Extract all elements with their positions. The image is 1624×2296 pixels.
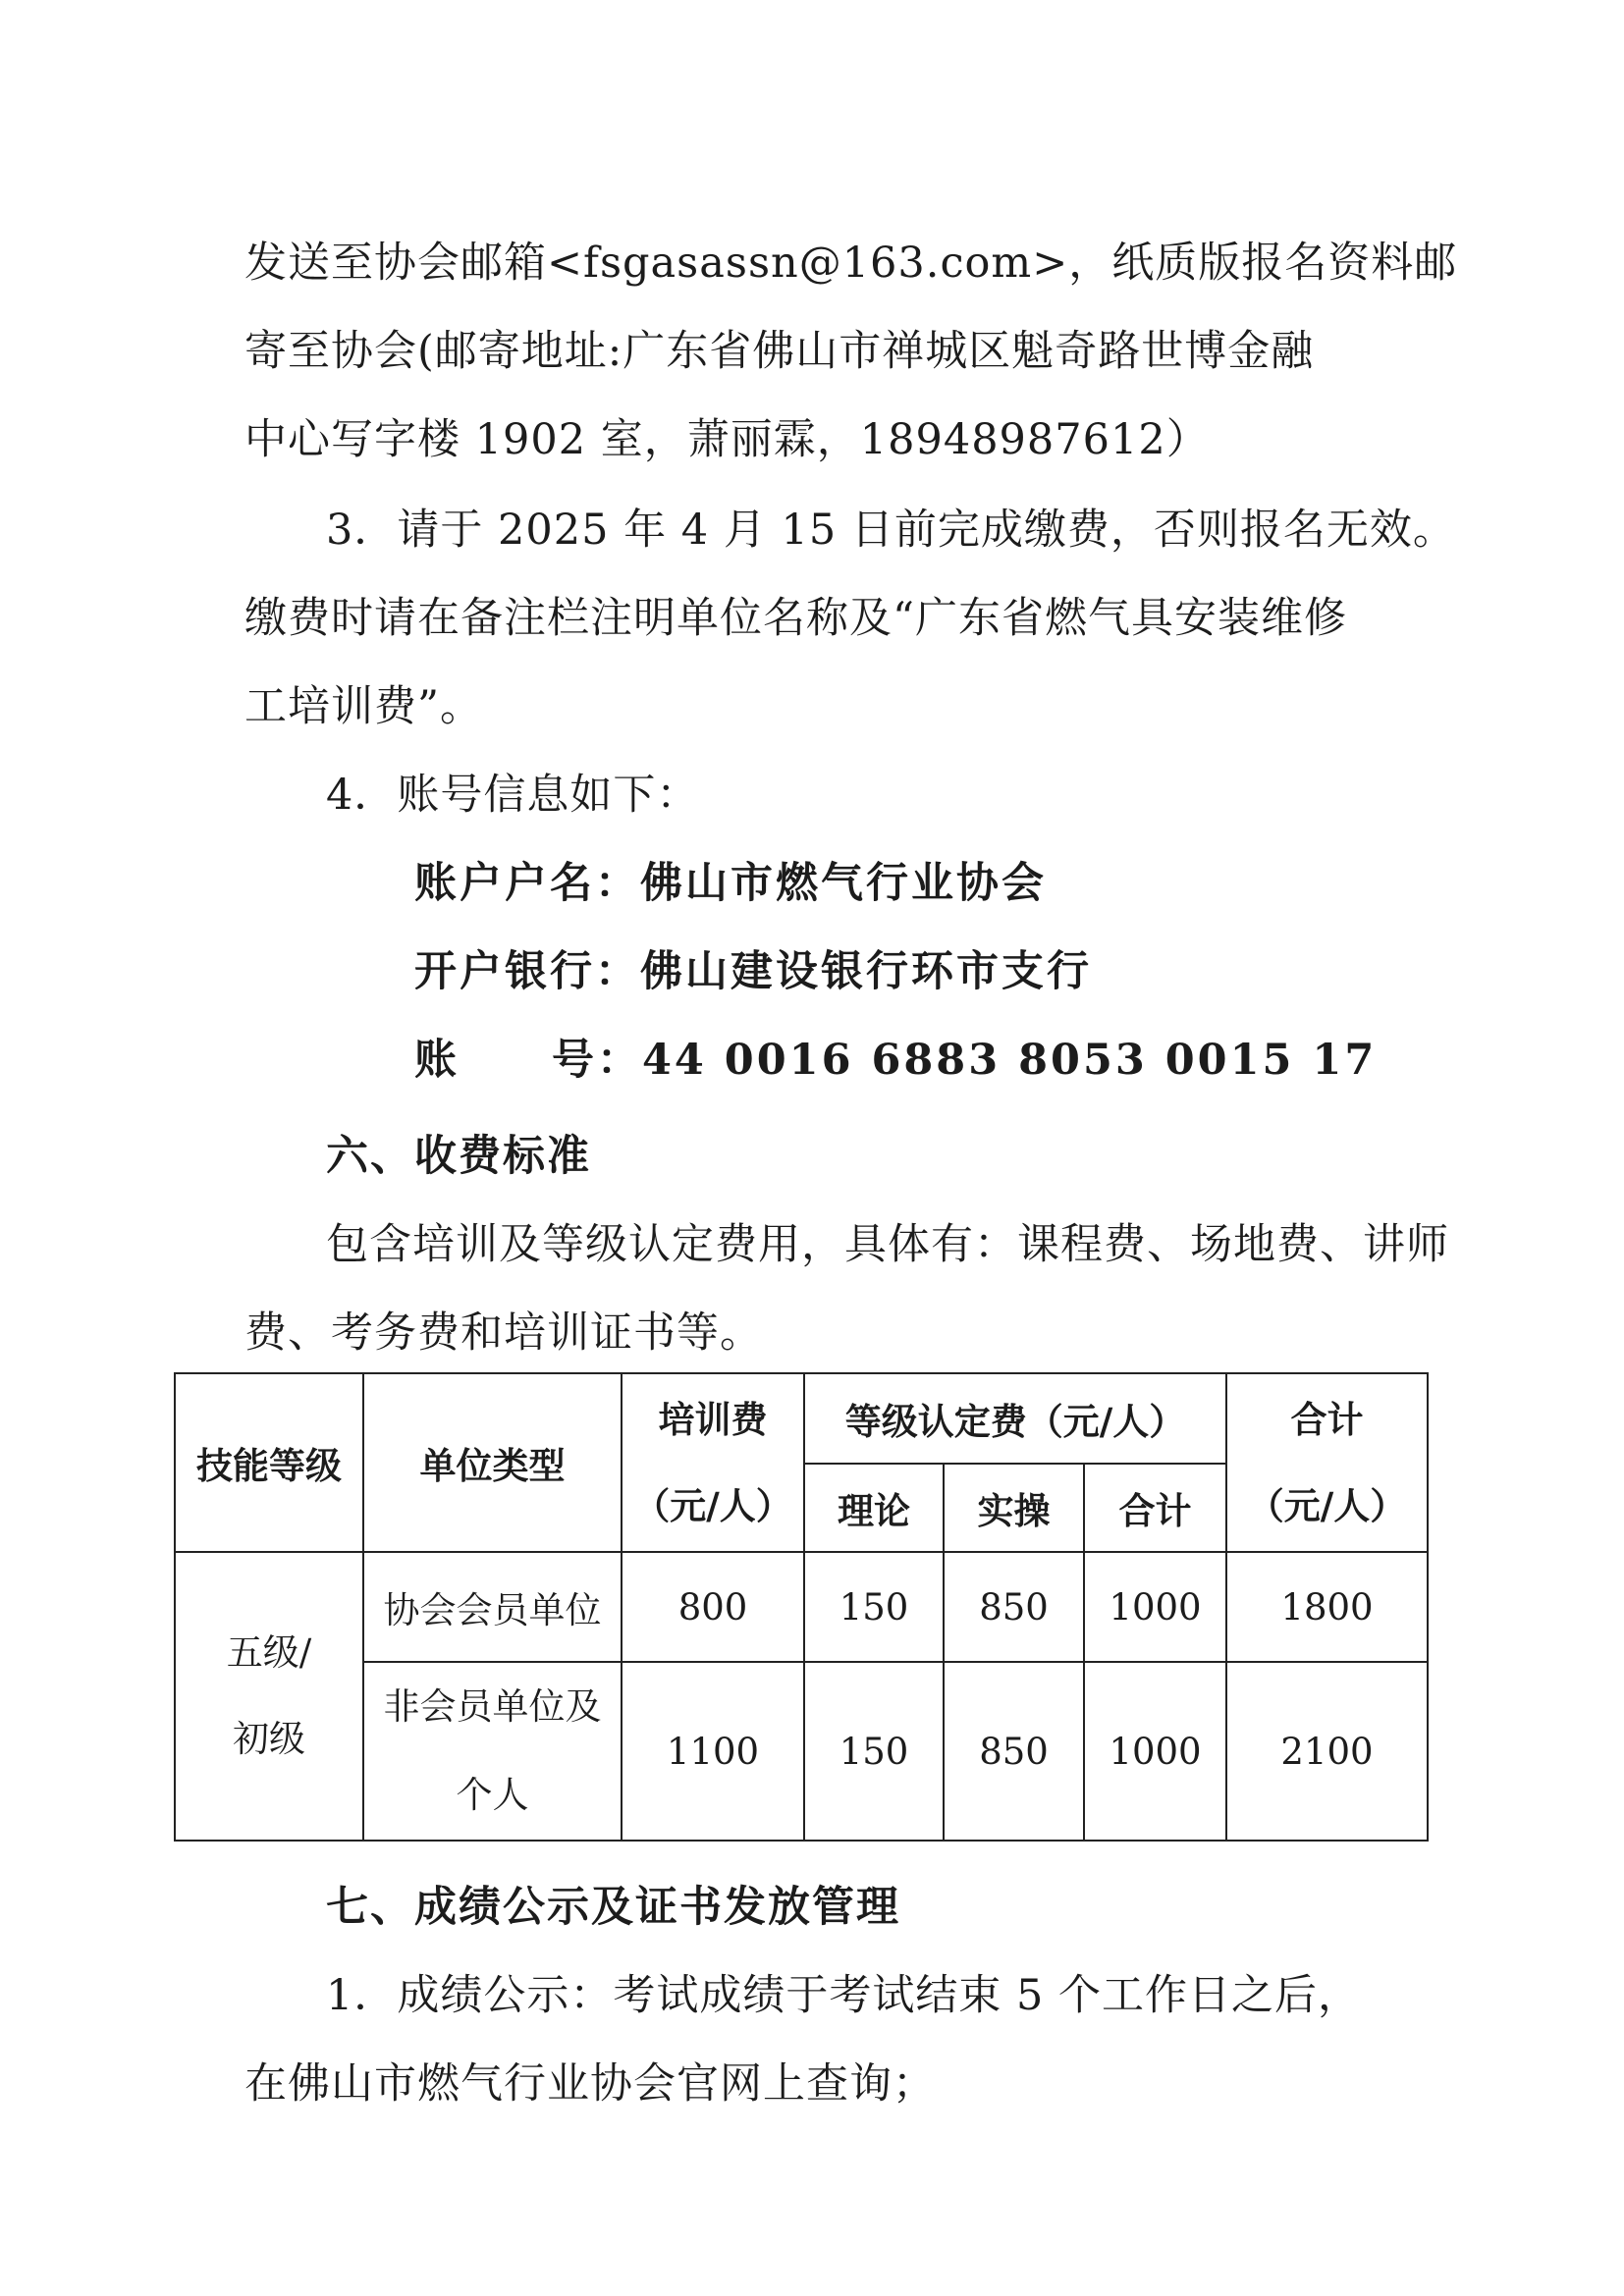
skill-level-line: 五级/ [226, 1631, 312, 1674]
section-7-title: 七、成绩公示及证书发放管理 [326, 1883, 900, 1932]
paragraph-line: 中心写字楼 1902 室，萧丽霖，18948987612） [244, 415, 1210, 464]
paragraph-line: 包含培训及等级认定费用，具体有：课程费、场地费、讲师 [326, 1220, 1449, 1269]
header-theory: 理论 [804, 1464, 944, 1552]
theory-cell: 150 [804, 1662, 944, 1841]
paragraph-line: 在佛山市燃气行业协会官网上查询； [244, 2059, 936, 2109]
account-separator: ： [597, 1036, 642, 1085]
header-skill-level: 技能等级 [175, 1373, 363, 1552]
account-bank-value: 佛山建设银行环市支行 [640, 947, 1092, 996]
unit-type-line: 个人 [456, 1774, 529, 1816]
header-training-fee-label: 培训费 [658, 1398, 768, 1441]
training-fee-cell: 800 [622, 1552, 804, 1662]
unit-type-cell [363, 1662, 622, 1841]
practice-cell: 850 [944, 1662, 1084, 1841]
account-name-label: 账户户名 [414, 859, 595, 908]
fee-table [174, 1372, 1429, 1842]
header-training-fee-unit: （元/人） [633, 1484, 792, 1527]
header-total [1226, 1373, 1428, 1552]
paragraph-line: 寄至协会(邮寄地址:广东省佛山市禅城区魁奇路世博金融 [244, 327, 1315, 376]
subtotal-cell: 1000 [1084, 1662, 1226, 1841]
paragraph-line: 费、考务费和培训证书等。 [244, 1308, 763, 1358]
theory-cell: 150 [804, 1552, 944, 1662]
account-name-value: 佛山市燃气行业协会 [640, 859, 1047, 908]
account-name-row [414, 856, 1047, 911]
table-row [175, 1552, 1428, 1662]
practice-cell: 850 [944, 1552, 1084, 1662]
header-practice: 实操 [944, 1464, 1084, 1552]
account-number-label-second: 号 [552, 1036, 597, 1085]
section-6-title: 六、收费标准 [326, 1132, 591, 1181]
training-fee-cell: 1100 [622, 1662, 804, 1841]
header-unit-type: 单位类型 [363, 1373, 622, 1552]
account-bank-row [414, 944, 1092, 999]
subtotal-cell: 1000 [1084, 1552, 1226, 1662]
unit-type-cell: 协会会员单位 [363, 1552, 622, 1662]
account-number-row [414, 1033, 1377, 1088]
paragraph-line: 缴费时请在备注栏注明单位名称及“广东省燃气具安装维修 [244, 594, 1347, 643]
table-row [175, 1662, 1428, 1841]
account-number-value: 44 0016 6883 8053 0015 17 [642, 1036, 1378, 1085]
account-number-label-first: 账 [414, 1036, 460, 1085]
header-cert-fee: 等级认定费（元/人） [804, 1373, 1226, 1464]
total-cell: 1800 [1226, 1552, 1428, 1662]
total-cell: 2100 [1226, 1662, 1428, 1841]
header-subtotal: 合计 [1084, 1464, 1226, 1552]
account-separator: ： [595, 859, 640, 908]
paragraph-line: 工培训费”。 [244, 682, 483, 731]
paragraph-line: 4．账号信息如下： [326, 771, 700, 820]
paragraph-line: 3．请于 2025 年 4 月 15 日前完成缴费，否则报名无效。 [326, 506, 1456, 555]
header-training-fee [622, 1373, 804, 1552]
skill-level-cell [175, 1552, 363, 1841]
header-total-label: 合计 [1290, 1398, 1364, 1441]
header-total-unit: （元/人） [1247, 1484, 1407, 1527]
paragraph-line: 1．成绩公示：考试成绩于考试结束 5 个工作日之后， [326, 1971, 1362, 2020]
skill-level-line: 初级 [233, 1718, 305, 1760]
unit-type-line: 非会员单位及 [383, 1685, 602, 1728]
account-bank-label: 开户银行 [414, 947, 595, 996]
paragraph-line: 发送至协会邮箱<fsgasassn@163.com>，纸质版报名资料邮 [244, 239, 1458, 288]
account-separator: ： [595, 947, 640, 996]
